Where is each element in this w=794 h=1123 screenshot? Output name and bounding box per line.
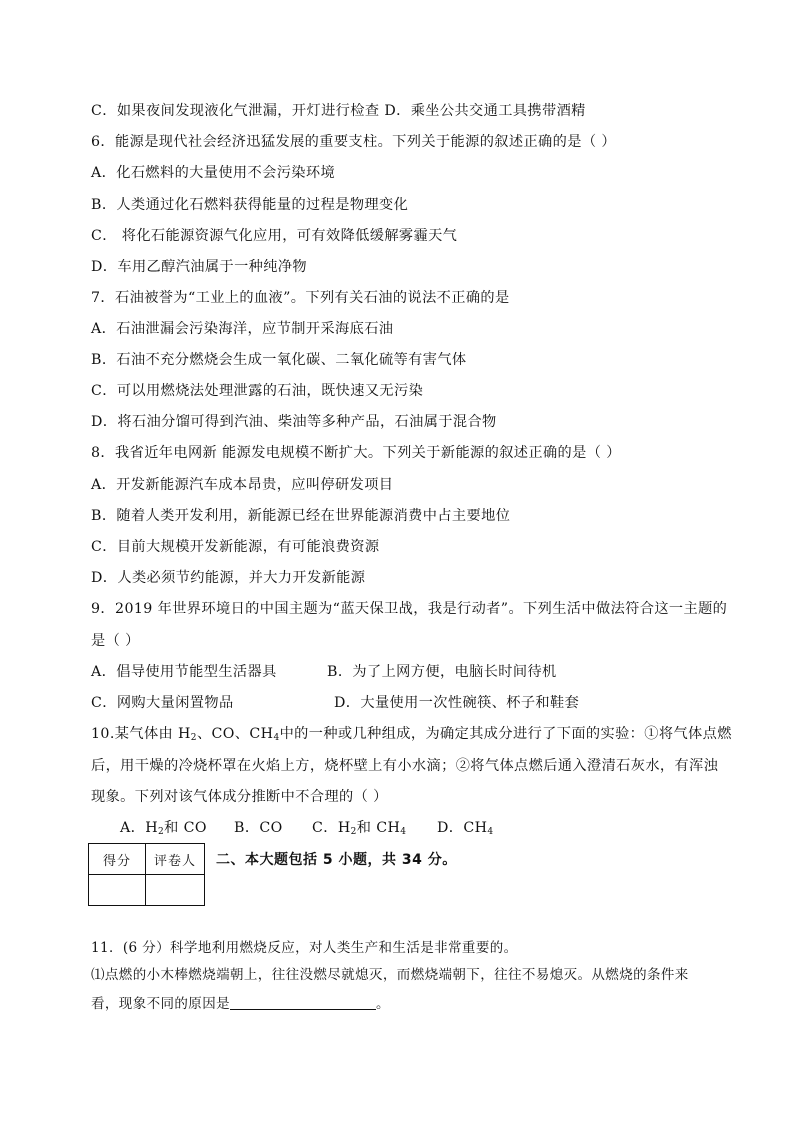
q6-option-c: C． 将化石能源资源气化应用，可有效降低缓解雾霾天气 [91, 228, 458, 244]
q10-stem-cont2: 现象。下列对该气体成分推断中不合理的（ ） [91, 789, 388, 805]
score-cell[interactable] [89, 875, 146, 906]
q11-part1: ⑴点燃的小木棒燃烧端朝上，往往没燃尽就熄灭，而燃烧端朝下，往往不易熄灭。从燃烧的条件来 [91, 967, 689, 983]
answer-blank[interactable] [230, 995, 376, 1010]
section-title: 二、本大题包括 5 小题，共 34 分。 [216, 852, 457, 868]
q10-option-d: D．$CH_4$ [437, 820, 494, 837]
q11-stem: 11．(6 分）科学地利用燃烧反应，对人类生产和生活是非常重要的。 [91, 940, 518, 956]
q8-option-d: D．人类必须节约能源，并大力开发新能源 [91, 570, 366, 586]
q6-option-a: A．化石燃料的大量使用不会污染环境 [91, 165, 336, 181]
q7-option-b: B．石油不充分燃烧会生成一氧化碳、二氧化硫等有害气体 [91, 352, 467, 368]
q7-option-d: D．将石油分馏可得到汽油、柴油等多种产品，石油属于混合物 [91, 414, 497, 430]
q9-option-b: B．为了上网方便，电脑长时间待机 [327, 664, 557, 680]
q8-stem: 8．我省近年电网新 能源发电规模不断扩大。下列关于新能源的叙述正确的是（ ） [91, 445, 621, 461]
q10-option-b: B．CO [234, 820, 283, 836]
q11-part1-cont: 看，现象不同的原因是 。 [91, 996, 390, 1012]
q10-option-a: A．$H_2$和 CO [120, 820, 207, 837]
q10-stem: 10.某气体由 $H_2$、CO、$CH_4$中的一种或几种组成，为确定其成分进行了下面的实验：①将气体点燃 [91, 726, 732, 743]
score-table [88, 843, 205, 906]
q9-option-d: D．大量使用一次性碗筷、杯子和鞋套 [334, 695, 580, 711]
q8-option-b: B．随着人类开发利用，新能源已经在世界能源消费中占主要地位 [91, 508, 511, 524]
q10-stem-cont: 后，用干燥的冷烧杯罩在火焰上方，烧杯壁上有小水滴；②将气体点燃后通入澄清石灰水，有浑浊 [91, 758, 719, 774]
q9-option-c: C．网购大量闲置物品 [91, 695, 234, 711]
grader-cell[interactable] [146, 875, 205, 906]
q7-option-c: C．可以用燃烧法处理泄露的石油，既快速又无污染 [91, 383, 424, 399]
q5-options-cd: C．如果夜间发现液化气泄漏，开灯进行检查 D．乘坐公共交通工具携带酒精 [91, 103, 586, 119]
grader-label: 评卷人 [146, 844, 205, 875]
q9-option-a: A．倡导使用节能型生活器具 [91, 664, 277, 680]
q7-option-a: A．石油泄漏会污染海洋，应节制开采海底石油 [91, 321, 394, 337]
q6-option-d: D．车用乙醇汽油属于一种纯净物 [91, 259, 308, 275]
q6-stem: 6．能源是现代社会经济迅猛发展的重要支柱。下列关于能源的叙述正确的是（ ） [91, 134, 616, 150]
q6-option-b: B．人类通过化石燃料获得能量的过程是物理变化 [91, 197, 409, 213]
q10-option-c: C．$H_2$和 $CH_4$ [312, 820, 407, 837]
score-label: 得分 [89, 844, 146, 875]
q9-stem: 9．2019 年世界环境日的中国主题为“蓝天保卫战，我是行动者”。下列生活中做法符合这一主题的 [91, 601, 728, 617]
q8-option-c: C．目前大规模开发新能源，有可能浪费资源 [91, 539, 380, 555]
q8-option-a: A．开发新能源汽车成本昂贵，应叫停研发项目 [91, 477, 394, 493]
q9-stem-cont: 是（ ） [91, 633, 140, 649]
q7-stem: 7．石油被誉为“工业上的血液”。下列有关石油的说法不正确的是 [91, 290, 510, 306]
